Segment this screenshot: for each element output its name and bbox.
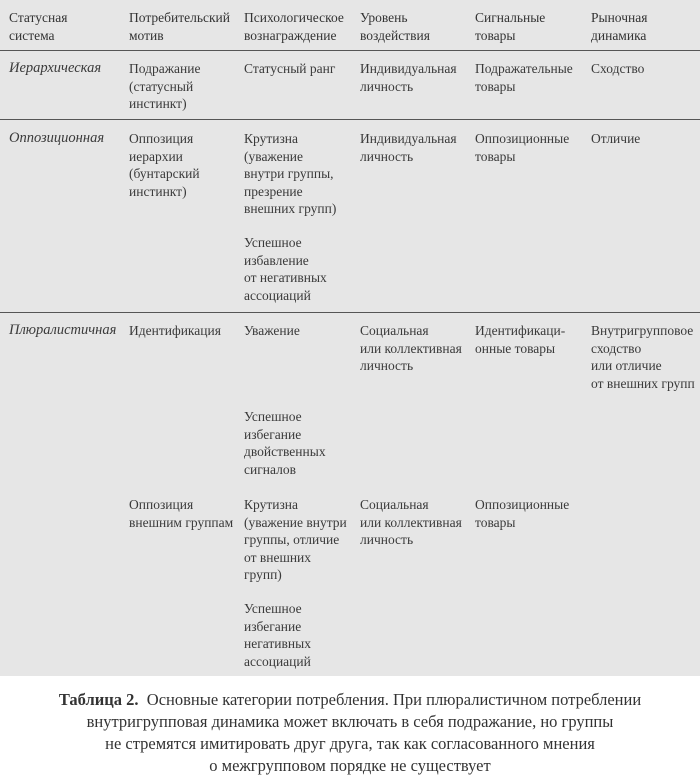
header-status-system: Статусная система [9,10,68,43]
header-psychological-reward: Психологическое вознаграждение [244,10,344,43]
row-oppositional-reward-avoidance: Успешное избавление от негативных ассоциаций [244,235,327,303]
row-oppositional-motive: Оппозиция иерархии (бунтарский инстинкт) [129,131,200,199]
header-divider [0,50,700,51]
row-hierarchical-status: Иерархическая [9,60,102,76]
row-oppositional-status: Оппозиционная [9,130,105,146]
row-oppositional-dynamics: Отличие [591,131,641,146]
header-impact-level: Уровень воздействия [360,10,430,43]
caption-line-4: о межгрупповом порядке не существует [209,756,491,775]
row-pluralistic-reward-ambiguity: Успешное избегание двойственных сигналов [244,409,326,477]
caption-line-1: Основные категории потребления. При плюралистичном потреблении [146,690,642,709]
caption-line-3: не стремятся имитировать друг друга, так как согласованного мнения [105,734,595,753]
row-pluralistic-goods-2: Оппозиционные товары [475,497,570,530]
row-hierarchical-motive: Подражание (статусный инстинкт) [129,61,201,111]
row-oppositional-goods: Оппозиционные товары [475,131,570,164]
row-pluralistic-reward-respect: Уважение [244,323,300,338]
row-pluralistic-motive-opposition: Оппозиция внешним группам [129,497,234,530]
caption-label: Таблица 2. [58,690,139,709]
row-pluralistic-status: Плюралистичная [9,322,117,338]
row-divider [0,312,700,313]
row-hierarchical-level: Индивидуальная личность [360,61,457,94]
row-pluralistic-level-1: Социальная или коллективная личность [360,323,462,373]
row-hierarchical-dynamics: Сходство [591,61,645,76]
row-oppositional-reward-coolness: Крутизна (уважение внутри группы, презрение внешних групп) [244,131,337,216]
row-pluralistic-motive-identification: Идентификация [129,323,221,338]
header-consumer-motive: Потребительский мотив [129,10,231,43]
row-pluralistic-level-2: Социальная или коллективная личность [360,497,462,547]
row-oppositional-level: Индивидуальная личность [360,131,457,164]
table-caption [0,689,700,777]
row-divider [0,119,700,120]
row-pluralistic-goods-1: Идентификаци- онные товары [475,323,566,356]
header-market-dynamics: Рыночная динамика [591,10,648,43]
row-hierarchical-reward: Статусный ранг [244,61,336,76]
row-pluralistic-reward-negative: Успешное избегание негативных ассоциаций [244,601,311,669]
header-signal-goods: Сигнальные товары [475,10,546,43]
row-pluralistic-reward-coolness: Крутизна (уважение внутри группы, отличие от внешних групп) [244,497,347,582]
caption-line-2: внутригрупповая динамика может включать в себя подражание, но группы [86,712,614,731]
row-hierarchical-goods: Подражательные товары [475,61,573,94]
row-pluralistic-dynamics: Внутригрупповое сходство или отличие от внешних групп [591,323,695,391]
